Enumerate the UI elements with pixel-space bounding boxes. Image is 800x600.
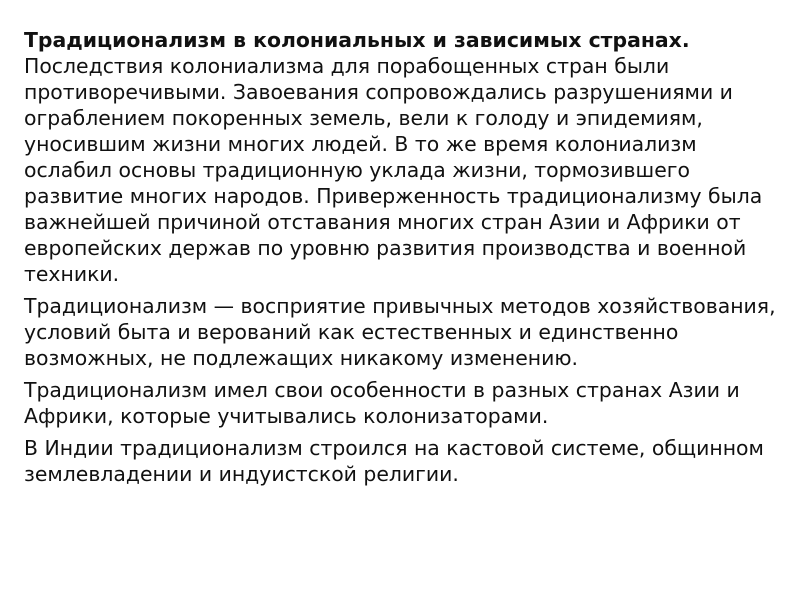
india-traditionalism-paragraph: В Индии традиционализм строился на кастовой системе, общинном землевладении и индуистской религии. [24, 436, 764, 486]
traditionalism-definition-paragraph: Традиционализм — восприятие привычных методов хозяйствования, условий быта и верований как естественных и единственно возможных, не подлежащих никакому изменению. [24, 294, 776, 370]
traditionalism-features-paragraph: Традиционализм имел свои особенности в разных странах Азии и Африки, которые учитывались колонизаторами. [24, 378, 740, 428]
colonialism-consequences-text: Последствия колониализма для порабощенных стран были противоречивыми. Завоевания сопровождались разрушениями и ограблением покоренных земель, вели к голоду и эпидемиям, уносившим жизни многих людей. В то же время колониализм ослабил основы традиционную уклада жизни, тормозившего развитие многих народов. Приверженность традиционализму была важнейшей причиной отставания многих стран Азии и Африки от европейских держав по уровню развития производства и военной техники. [24, 54, 763, 286]
slide-title: Традиционализм в колониальных и зависимых странах. [24, 28, 690, 52]
intro-paragraph [24, 27, 776, 287]
slide-text-body [24, 27, 776, 493]
